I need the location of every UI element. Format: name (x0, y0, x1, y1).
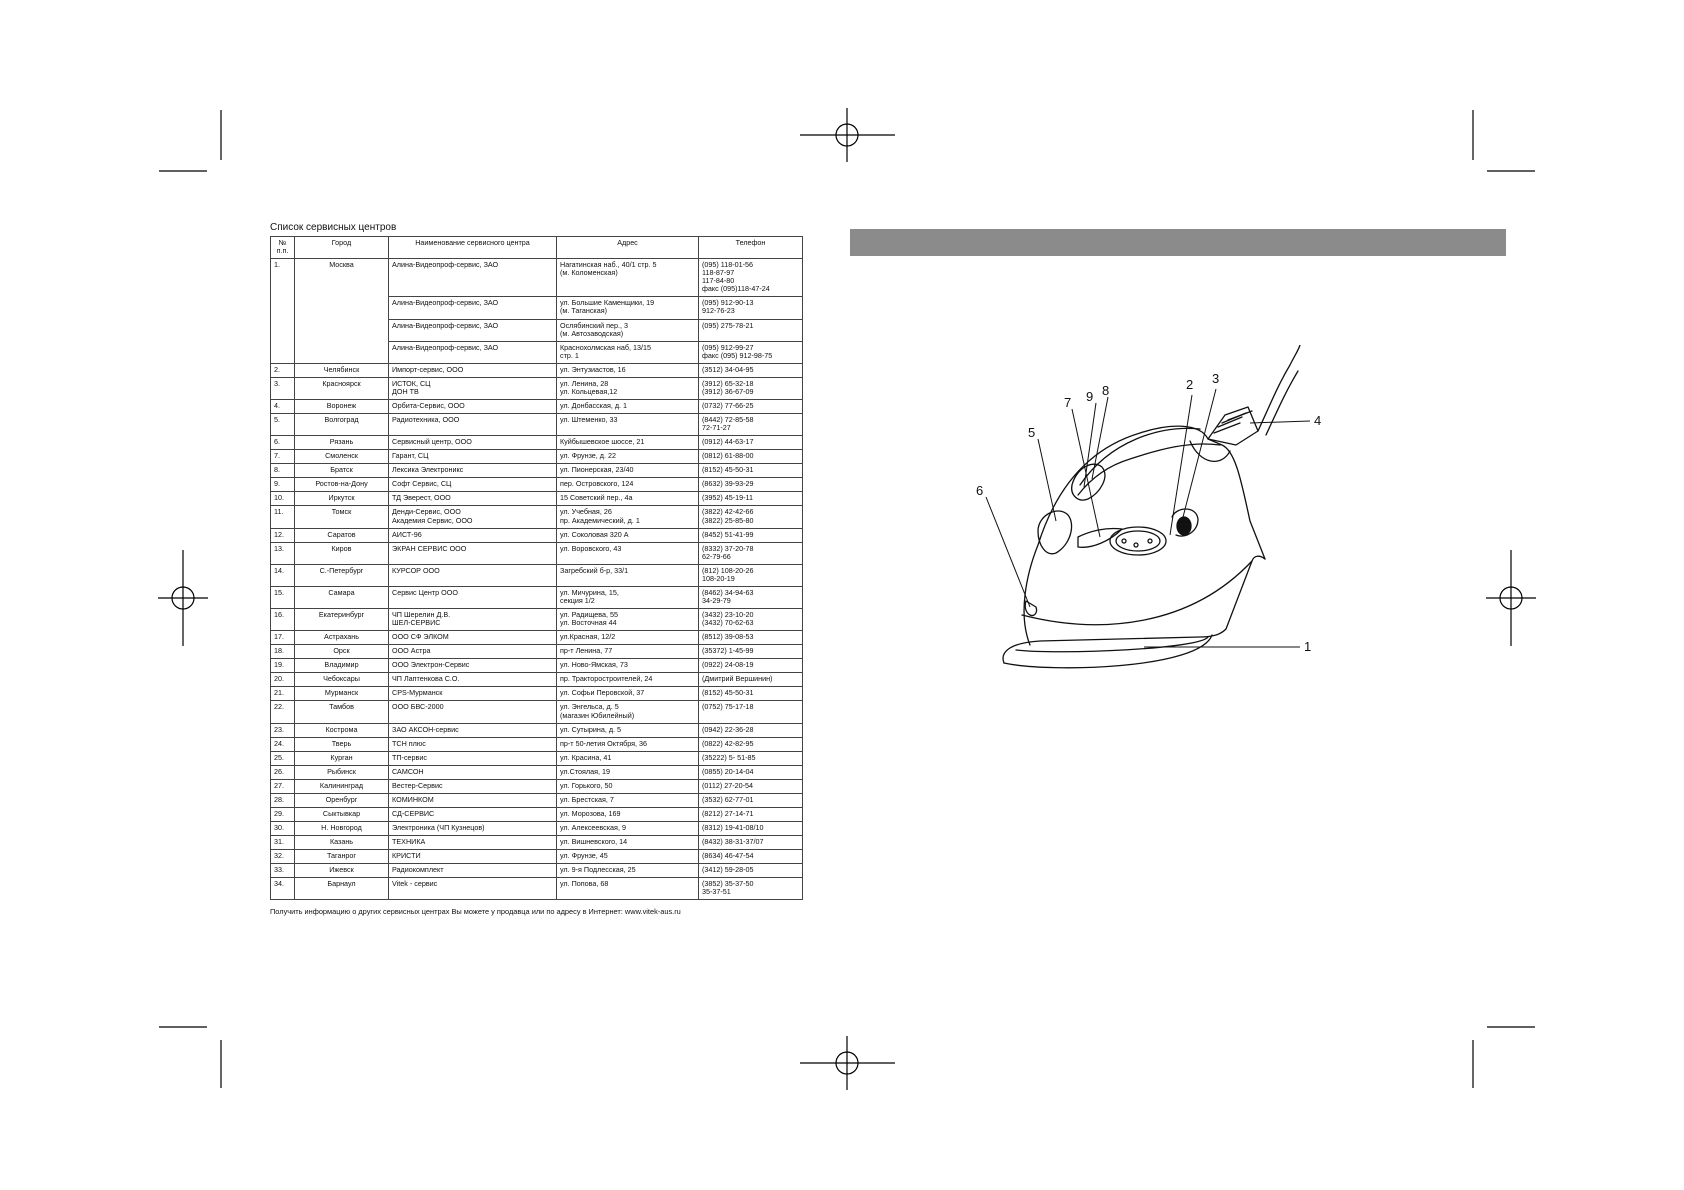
row-address: ул. Мичурина, 15, секция 1/2 (557, 586, 699, 608)
row-service-name: CPS-Мурманск (389, 687, 557, 701)
row-address: ул. Алексеевская, 9 (557, 822, 699, 836)
row-phone: (8462) 34-94-63 34-29-79 (699, 586, 803, 608)
callout-3: 3 (1212, 371, 1220, 386)
row-number: 29. (271, 807, 295, 821)
row-city: Кострома (295, 723, 389, 737)
table-row (271, 673, 803, 687)
row-city: Курган (295, 751, 389, 765)
row-phone: (8432) 38-31-37/07 (699, 836, 803, 850)
row-address: пр-т 50-летия Октября, 36 (557, 737, 699, 751)
table-row (271, 793, 803, 807)
row-phone: (0822) 42-82-95 (699, 737, 803, 751)
row-city: Сыктывкар (295, 807, 389, 821)
steam-control-slider (1078, 528, 1122, 547)
row-address: ул. Вишневского, 14 (557, 836, 699, 850)
table-row (271, 659, 803, 673)
row-phone: (095) 275-78-21 (699, 319, 803, 341)
row-city: Тверь (295, 737, 389, 751)
row-city: Самара (295, 586, 389, 608)
row-phone: (3952) 45-19-11 (699, 492, 803, 506)
table-row (271, 737, 803, 751)
row-phone: (8442) 72-85-58 72-71-27 (699, 414, 803, 436)
row-number: 2. (271, 363, 295, 377)
table-row (271, 542, 803, 564)
row-number: 26. (271, 765, 295, 779)
row-address: пер. Островского, 124 (557, 478, 699, 492)
table-body (271, 259, 803, 900)
row-phone: (Дмитрий Вершинин) (699, 673, 803, 687)
table-row (271, 399, 803, 413)
table-row (271, 436, 803, 450)
callout-5: 5 (1028, 425, 1036, 440)
row-address: 15 Советский пер., 4а (557, 492, 699, 506)
row-phone: (0922) 24-08-19 (699, 659, 803, 673)
row-city: Тамбов (295, 701, 389, 723)
table-row (271, 528, 803, 542)
row-service-name: Радиокомплект (389, 864, 557, 878)
row-address: ул. Учебная, 26 пр. Академический, д. 1 (557, 506, 699, 528)
table-row (271, 414, 803, 436)
row-number: 15. (271, 586, 295, 608)
row-service-name: САМСОН (389, 765, 557, 779)
table-row (271, 363, 803, 377)
table-row (271, 878, 803, 900)
row-address: ул. Энгельса, д. 5 (магазин Юбилейный) (557, 701, 699, 723)
header-name: Наименование сервисного центра (389, 237, 557, 259)
spray-nozzle (1025, 601, 1036, 616)
row-service-name: КУРСОР ООО (389, 564, 557, 586)
row-service-name: ООО БВС-2000 (389, 701, 557, 723)
row-address: ул. Радищева, 55 ул. Восточная 44 (557, 609, 699, 631)
row-number: 32. (271, 850, 295, 864)
row-address: ул. Воровского, 43 (557, 542, 699, 564)
row-address: ул. Фрунзе, д. 22 (557, 450, 699, 464)
row-city: Екатеринбург (295, 609, 389, 631)
service-centers-page (270, 222, 802, 916)
row-city: Орск (295, 645, 389, 659)
row-city: Калининград (295, 779, 389, 793)
registration-mark-top (800, 108, 895, 162)
row-city: Братск (295, 464, 389, 478)
callout-1: 1 (1304, 639, 1312, 654)
row-service-name: Сервис Центр ООО (389, 586, 557, 608)
row-city: Таганрог (295, 850, 389, 864)
row-address: Ослябинский пер., 3 (м. Автозаводская) (557, 319, 699, 341)
row-city: Красноярск (295, 377, 389, 399)
callout-2: 2 (1186, 377, 1194, 392)
row-phone: (0732) 77-66-25 (699, 399, 803, 413)
row-number: 24. (271, 737, 295, 751)
table-row (271, 751, 803, 765)
leader-9 (1084, 403, 1096, 487)
row-number: 16. (271, 609, 295, 631)
row-service-name: ЧП Шерелин Д.В. ШЕЛ-СЕРВИС (389, 609, 557, 631)
callout-9: 9 (1086, 389, 1094, 404)
table-row (271, 779, 803, 793)
row-address: пр. Тракторостроителей, 24 (557, 673, 699, 687)
row-phone: (8212) 27-14-71 (699, 807, 803, 821)
row-phone: (3822) 42-42-66 (3822) 25-85-80 (699, 506, 803, 528)
row-service-name: ТД Эверест, ООО (389, 492, 557, 506)
row-phone: (0752) 75-17-18 (699, 701, 803, 723)
row-city: Барнаул (295, 878, 389, 900)
row-number: 30. (271, 822, 295, 836)
table-row (271, 464, 803, 478)
row-phone: (8512) 39-08-53 (699, 631, 803, 645)
callout-7: 7 (1064, 395, 1072, 410)
row-city: Владимир (295, 659, 389, 673)
row-service-name: ООО Астра (389, 645, 557, 659)
row-address: ул.Стоялая, 19 (557, 765, 699, 779)
row-address: ул. Сутырина, д. 5 (557, 723, 699, 737)
iron-diagram (960, 345, 1360, 675)
row-number: 4. (271, 399, 295, 413)
row-number: 34. (271, 878, 295, 900)
row-address: Загребский б-р, 33/1 (557, 564, 699, 586)
row-address: ул. Морозова, 169 (557, 807, 699, 821)
row-service-name: Орбита-Сервис, ООО (389, 399, 557, 413)
header-city: Город (295, 237, 389, 259)
row-city: Волгоград (295, 414, 389, 436)
callout-4: 4 (1314, 413, 1322, 428)
table-row (271, 259, 803, 297)
table-row (271, 822, 803, 836)
row-address: ул. Соколовая 320 А (557, 528, 699, 542)
table-row (271, 377, 803, 399)
row-city: Н. Новгород (295, 822, 389, 836)
row-city: Рязань (295, 436, 389, 450)
row-phone: (812) 108-20-26 108-20-19 (699, 564, 803, 586)
row-phone: (0112) 27-20-54 (699, 779, 803, 793)
table-row (271, 631, 803, 645)
row-phone: (0942) 22-36-28 (699, 723, 803, 737)
row-phone: (0812) 61-88-00 (699, 450, 803, 464)
row-address: Нагатинская наб., 40/1 стр. 5 (м. Коломенская) (557, 259, 699, 297)
row-city: Мурманск (295, 687, 389, 701)
row-service-name: Электроника (ЧП Кузнецов) (389, 822, 557, 836)
row-phone: (3412) 59-28-05 (699, 864, 803, 878)
row-number: 21. (271, 687, 295, 701)
row-number: 5. (271, 414, 295, 436)
row-service-name: Алина-Видеопроф-сервис, ЗАО (389, 297, 557, 319)
header-bar (850, 229, 1506, 256)
row-city: Иркутск (295, 492, 389, 506)
row-city: Москва (295, 259, 389, 364)
row-address: ул. Штеменко, 33 (557, 414, 699, 436)
row-phone: (3852) 35-37-50 35-37-51 (699, 878, 803, 900)
row-phone: (8152) 45-50-31 (699, 464, 803, 478)
row-service-name: Вестер-Сервис (389, 779, 557, 793)
row-number: 25. (271, 751, 295, 765)
row-service-name: ТП-сервис (389, 751, 557, 765)
row-number: 12. (271, 528, 295, 542)
row-service-name: Сервисный центр, ООО (389, 436, 557, 450)
row-service-name: ЧП Лаптенкова С.О. (389, 673, 557, 687)
row-service-name: Гарант, СЦ (389, 450, 557, 464)
row-phone: (8452) 51-41-99 (699, 528, 803, 542)
row-city: Ростов-на-Дону (295, 478, 389, 492)
row-number: 17. (271, 631, 295, 645)
row-number: 31. (271, 836, 295, 850)
row-address: ул. Брестская, 7 (557, 793, 699, 807)
table-row (271, 850, 803, 864)
cord-strain-relief (1208, 407, 1258, 445)
row-service-name: СД-СЕРВИС (389, 807, 557, 821)
row-service-name: ЗАО АКСОН-сервис (389, 723, 557, 737)
leader-5 (1038, 439, 1056, 521)
row-address: ул. Попова, 68 (557, 878, 699, 900)
row-number: 13. (271, 542, 295, 564)
row-phone: (0912) 44-63-17 (699, 436, 803, 450)
row-number: 33. (271, 864, 295, 878)
row-address: ул. Пионерская, 23/40 (557, 464, 699, 478)
table-row (271, 864, 803, 878)
row-address: Куйбышевское шоссе, 21 (557, 436, 699, 450)
row-address: ул. Красина, 41 (557, 751, 699, 765)
row-phone: (095) 912-90-13 912-76-23 (699, 297, 803, 319)
row-number: 27. (271, 779, 295, 793)
row-address: ул. Энтузиастов, 16 (557, 363, 699, 377)
indicator-light (1177, 517, 1191, 535)
row-service-name: Импорт-сервис, ООО (389, 363, 557, 377)
row-address: ул. Донбасская, д. 1 (557, 399, 699, 413)
row-service-name: Алина-Видеопроф-сервис, ЗАО (389, 259, 557, 297)
table-row (271, 645, 803, 659)
row-number: 22. (271, 701, 295, 723)
table-row (271, 492, 803, 506)
row-number: 11. (271, 506, 295, 528)
row-phone: (8634) 46-47-54 (699, 850, 803, 864)
row-service-name: ТЕХНИКА (389, 836, 557, 850)
row-address: ул. Ленина, 28 ул. Кольцевая,12 (557, 377, 699, 399)
callout-8: 8 (1102, 383, 1110, 398)
row-city: Казань (295, 836, 389, 850)
row-address: ул. Фрунзе, 45 (557, 850, 699, 864)
leader-4 (1250, 421, 1310, 423)
row-city: Чебоксары (295, 673, 389, 687)
row-number: 1. (271, 259, 295, 364)
service-centers-table (270, 236, 803, 900)
row-number: 9. (271, 478, 295, 492)
row-address: ул. Горького, 50 (557, 779, 699, 793)
table-row (271, 564, 803, 586)
table-row (271, 609, 803, 631)
row-city: Томск (295, 506, 389, 528)
row-city: Ижевск (295, 864, 389, 878)
table-row (271, 807, 803, 821)
table-row (271, 765, 803, 779)
row-city: Астрахань (295, 631, 389, 645)
row-city: Оренбург (295, 793, 389, 807)
header-num: № п.п. (271, 237, 295, 259)
row-number: 19. (271, 659, 295, 673)
row-service-name: ИСТОК, СЦ ДОН ТВ (389, 377, 557, 399)
row-number: 28. (271, 793, 295, 807)
row-service-name: Алина-Видеопроф-сервис, ЗАО (389, 341, 557, 363)
row-phone: (8152) 45-50-31 (699, 687, 803, 701)
row-service-name: Денди-Сервис, ООО Академия Сервис, ООО (389, 506, 557, 528)
row-number: 14. (271, 564, 295, 586)
row-service-name: ООО Электрон-Сервис (389, 659, 557, 673)
row-phone: (095) 118-01-56 118-87-97 117-84-80 факс (095)118-47-24 (699, 259, 803, 297)
footnote: Получить информацию о других сервисных центрах Вы можете у продавца или по адресу в Интернет: www.vitek-aus.ru (270, 907, 681, 917)
row-phone: (3432) 23-10-20 (3432) 70-62-63 (699, 609, 803, 631)
row-city: Саратов (295, 528, 389, 542)
table-row (271, 478, 803, 492)
row-service-name: Vitek - сервис (389, 878, 557, 900)
table-row (271, 687, 803, 701)
table-header-row (271, 237, 803, 259)
row-number: 10. (271, 492, 295, 506)
row-address: Краснохолмская наб, 13/15 стр. 1 (557, 341, 699, 363)
callout-6: 6 (976, 483, 984, 498)
row-phone: (35372) 1-45-99 (699, 645, 803, 659)
registration-mark-left (158, 550, 208, 646)
table-row (271, 450, 803, 464)
header-phone: Телефон (699, 237, 803, 259)
row-number: 6. (271, 436, 295, 450)
row-city: Рыбинск (295, 765, 389, 779)
table-row (271, 723, 803, 737)
row-service-name: Радиотехника, ООО (389, 414, 557, 436)
row-address: ул. Ново-Ямская, 73 (557, 659, 699, 673)
row-city: С.-Петербург (295, 564, 389, 586)
row-address: ул. Большие Каменщики, 19 (м. Таганская) (557, 297, 699, 319)
registration-mark-right (1486, 550, 1536, 646)
table-row (271, 836, 803, 850)
row-number: 7. (271, 450, 295, 464)
row-phone: (3512) 34-04-95 (699, 363, 803, 377)
row-service-name: АИСТ-96 (389, 528, 557, 542)
page-title: Список сервисных центров (270, 222, 397, 233)
iron-body (1024, 426, 1265, 645)
leader-2 (1170, 395, 1192, 535)
row-phone: (3912) 65-32-18 (3912) 36-67-09 (699, 377, 803, 399)
row-address: ул. 9-я Подлесская, 25 (557, 864, 699, 878)
row-number: 20. (271, 673, 295, 687)
power-cord (1258, 345, 1300, 431)
row-service-name: КОМИНКОМ (389, 793, 557, 807)
row-phone: (095) 912-99-27 факс (095) 912-98-75 (699, 341, 803, 363)
leader-8 (1092, 397, 1108, 479)
table-row (271, 506, 803, 528)
row-phone: (8332) 37-20-78 62-79-66 (699, 542, 803, 564)
row-address: ул.Красная, 12/2 (557, 631, 699, 645)
row-number: 23. (271, 723, 295, 737)
row-number: 8. (271, 464, 295, 478)
row-phone: (8312) 19-41-08/10 (699, 822, 803, 836)
registration-mark-bottom (800, 1036, 895, 1090)
row-phone: (35222) 5- 51-85 (699, 751, 803, 765)
row-address: ул. Софьи Перовской, 37 (557, 687, 699, 701)
table-row (271, 701, 803, 723)
row-address: пр-т Ленина, 77 (557, 645, 699, 659)
header-address: Адрес (557, 237, 699, 259)
row-service-name: Лексика Электроникс (389, 464, 557, 478)
row-number: 3. (271, 377, 295, 399)
leader-3 (1182, 389, 1216, 521)
row-city: Смоленск (295, 450, 389, 464)
row-service-name: ЭКРАН СЕРВИС ООО (389, 542, 557, 564)
row-city: Челябинск (295, 363, 389, 377)
row-service-name: КРИСТИ (389, 850, 557, 864)
row-city: Воронеж (295, 399, 389, 413)
row-service-name: ООО СФ ЭЛКОМ (389, 631, 557, 645)
table-row (271, 586, 803, 608)
row-service-name: ТСН плюс (389, 737, 557, 751)
row-city: Киров (295, 542, 389, 564)
row-phone: (0855) 20-14-04 (699, 765, 803, 779)
row-phone: (3532) 62-77-01 (699, 793, 803, 807)
row-service-name: Алина-Видеопроф-сервис, ЗАО (389, 319, 557, 341)
row-phone: (8632) 39-93-29 (699, 478, 803, 492)
leader-6 (986, 497, 1030, 607)
row-number: 18. (271, 645, 295, 659)
row-service-name: Софт Сервис, СЦ (389, 478, 557, 492)
